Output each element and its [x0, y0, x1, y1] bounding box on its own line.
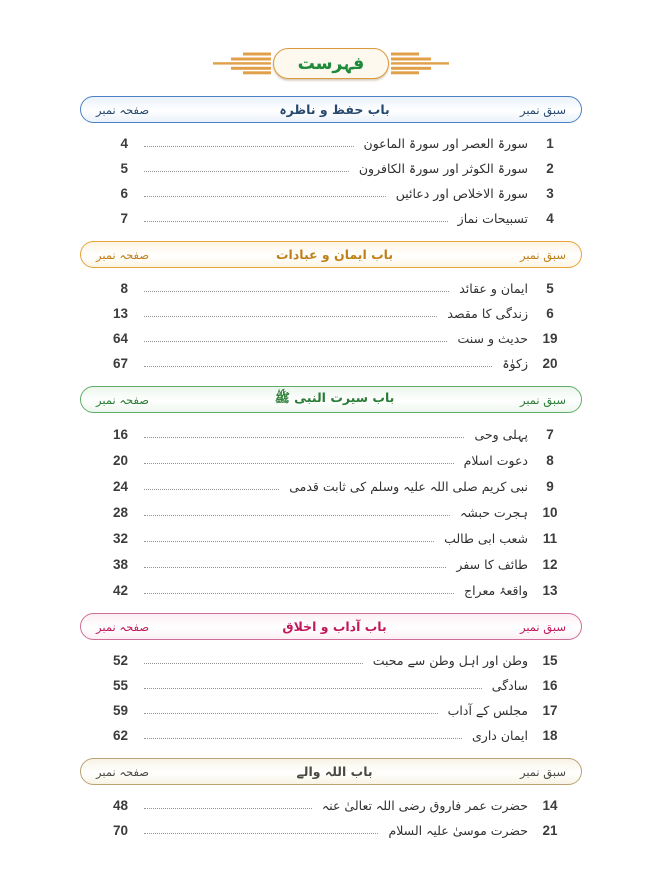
toc-sections [80, 96, 582, 843]
lesson-title: ایمان داری [472, 728, 528, 743]
lesson-title: تسبیحات نماز [457, 211, 528, 226]
page-number: 20 [112, 452, 128, 468]
page-number: 48 [112, 798, 128, 813]
dotted-leader [144, 593, 454, 594]
toc-section [80, 241, 582, 376]
dotted-leader [144, 366, 492, 367]
page-number: 42 [112, 582, 128, 598]
lesson-number: 6 [546, 306, 554, 321]
dotted-leader [144, 437, 464, 438]
lesson-number: 18 [542, 728, 558, 743]
lesson-number: 2 [546, 161, 554, 176]
section-rows [80, 793, 582, 843]
lesson-title: حضرت موسیٰ علیہ السلام [388, 823, 528, 838]
lesson-number: 4 [546, 211, 554, 226]
page-number: 7 [120, 211, 128, 226]
lesson-number: 16 [542, 678, 558, 693]
lesson-no-label: سبق نمبر [519, 392, 566, 407]
page-number: 55 [112, 678, 128, 693]
toc-row [82, 648, 568, 673]
lesson-title: سورۃ الاخلاص اور دعائیں [395, 186, 528, 201]
dotted-leader [144, 341, 447, 342]
page-number: 16 [112, 426, 128, 442]
toc-row [82, 551, 568, 577]
lesson-title: ایمان و عقائد [459, 281, 528, 296]
section-title: باب ایمان و عبادات [275, 247, 394, 262]
banner-ornament-left [213, 50, 271, 76]
page-number: 8 [120, 281, 128, 296]
lesson-title: حدیث و سنت [457, 331, 528, 346]
lesson-title: وطن اور اہل وطن سے محبت [372, 653, 528, 668]
lesson-number: 21 [542, 823, 558, 838]
toc-row [82, 793, 568, 818]
toc-row [82, 499, 568, 525]
lesson-number: 19 [542, 331, 558, 346]
page-number: 32 [112, 530, 128, 546]
dotted-leader [144, 541, 434, 542]
page-no-label: صفحہ نمبر [96, 392, 150, 407]
section-header [80, 386, 582, 413]
toc-row [82, 698, 568, 723]
page-number: 6 [120, 186, 128, 201]
toc-section [80, 386, 582, 603]
dotted-leader [144, 146, 354, 147]
toc-section [80, 96, 582, 231]
page-no-label: صفحہ نمبر [96, 247, 150, 262]
section-title: باب آداب و اخلاق [282, 619, 387, 634]
lesson-number: 12 [542, 556, 558, 572]
lesson-title: دعوت اسلام [463, 452, 528, 468]
dotted-leader [144, 171, 349, 172]
toc-row [82, 326, 568, 351]
lesson-title: واقعۂ معراج [464, 582, 528, 598]
lesson-number: 7 [546, 426, 554, 442]
page-number: 4 [120, 136, 128, 151]
toc-row [82, 301, 568, 326]
lesson-no-label: سبق نمبر [519, 102, 566, 117]
dotted-leader [144, 316, 437, 317]
lesson-title: حضرت عمر فاروق رضی اللہ تعالیٰ عنہ [321, 798, 528, 813]
lesson-number: 11 [542, 530, 558, 546]
lesson-number: 10 [542, 504, 558, 520]
toc-row [82, 723, 568, 748]
lesson-no-label: سبق نمبر [519, 764, 566, 779]
toc-row [82, 447, 568, 473]
page-number: 13 [112, 306, 128, 321]
page-no-label: صفحہ نمبر [96, 764, 150, 779]
lesson-number: 9 [546, 478, 554, 494]
toc-row [82, 156, 568, 181]
lesson-title: سادگی [491, 678, 528, 693]
dotted-leader [144, 515, 450, 516]
page-number: 5 [120, 161, 128, 176]
lesson-title: زکوٰۃ [502, 356, 528, 371]
page-title: فہرست [297, 53, 365, 74]
lesson-number: 14 [542, 798, 558, 813]
lesson-title: طائف کا سفر [456, 556, 528, 572]
lesson-number: 20 [542, 356, 558, 371]
lesson-title: مجلس کے آداب [447, 703, 528, 718]
section-rows [80, 276, 582, 376]
toc-title-capsule [273, 48, 389, 79]
page-number: 59 [112, 703, 128, 718]
toc-row [82, 421, 568, 447]
lesson-number: 8 [546, 452, 554, 468]
section-header [80, 613, 582, 640]
page-number: 62 [112, 728, 128, 743]
section-title: باب سیرت النبی ﷺ [274, 390, 395, 405]
page-number: 70 [112, 823, 128, 838]
lesson-title: پہلی وحی [474, 426, 528, 442]
toc-row [82, 276, 568, 301]
toc-row [82, 673, 568, 698]
dotted-leader [144, 808, 312, 809]
dotted-leader [144, 291, 449, 292]
page-no-label: صفحہ نمبر [96, 619, 150, 634]
dotted-leader [144, 833, 378, 834]
toc-section [80, 758, 582, 843]
toc-row [82, 818, 568, 843]
lesson-number: 5 [546, 281, 554, 296]
toc-row [82, 351, 568, 376]
section-title: باب حفظ و ناظرہ [279, 102, 390, 117]
lesson-title: سورۃ العصر اور سورۃ الماعون [363, 136, 528, 151]
dotted-leader [144, 463, 454, 464]
lesson-title: نبی کریم صلی اللہ علیہ وسلم کی ثابت قدمی [289, 478, 528, 494]
dotted-leader [144, 713, 438, 714]
toc-banner [80, 42, 582, 84]
dotted-leader [144, 663, 363, 664]
toc-row [82, 473, 568, 499]
dotted-leader [144, 489, 279, 490]
lesson-no-label: سبق نمبر [519, 247, 566, 262]
section-rows [80, 131, 582, 231]
lesson-number: 13 [542, 582, 558, 598]
lesson-title: ہجرت حبشہ [459, 504, 528, 520]
toc-row [82, 525, 568, 551]
lesson-number: 17 [542, 703, 558, 718]
banner-ornament-right [391, 50, 449, 76]
lesson-title: شعب ابی طالب [444, 530, 528, 546]
dotted-leader [144, 196, 386, 197]
toc-row [82, 577, 568, 603]
lesson-title: سورۃ الکوثر اور سورۃ الکافرون [358, 161, 528, 176]
lesson-no-label: سبق نمبر [519, 619, 566, 634]
page-number: 24 [112, 478, 128, 494]
page-number: 38 [112, 556, 128, 572]
lesson-number: 15 [542, 653, 558, 668]
section-header [80, 96, 582, 123]
page-number: 64 [112, 331, 128, 346]
dotted-leader [144, 567, 446, 568]
page-number: 28 [112, 504, 128, 520]
lesson-title: زندگی کا مقصد [447, 306, 528, 321]
section-header [80, 241, 582, 268]
toc-section [80, 613, 582, 748]
lesson-number: 3 [546, 186, 554, 201]
page-number: 52 [112, 653, 128, 668]
section-rows [80, 648, 582, 748]
page-no-label: صفحہ نمبر [96, 102, 150, 117]
section-rows [80, 421, 582, 603]
dotted-leader [144, 738, 462, 739]
section-header [80, 758, 582, 785]
toc-row [82, 206, 568, 231]
dotted-leader [144, 688, 482, 689]
toc-row [82, 131, 568, 156]
section-title: باب اللہ والے [296, 764, 373, 779]
dotted-leader [144, 221, 448, 222]
lesson-number: 1 [546, 136, 554, 151]
toc-row [82, 181, 568, 206]
page-number: 67 [112, 356, 128, 371]
